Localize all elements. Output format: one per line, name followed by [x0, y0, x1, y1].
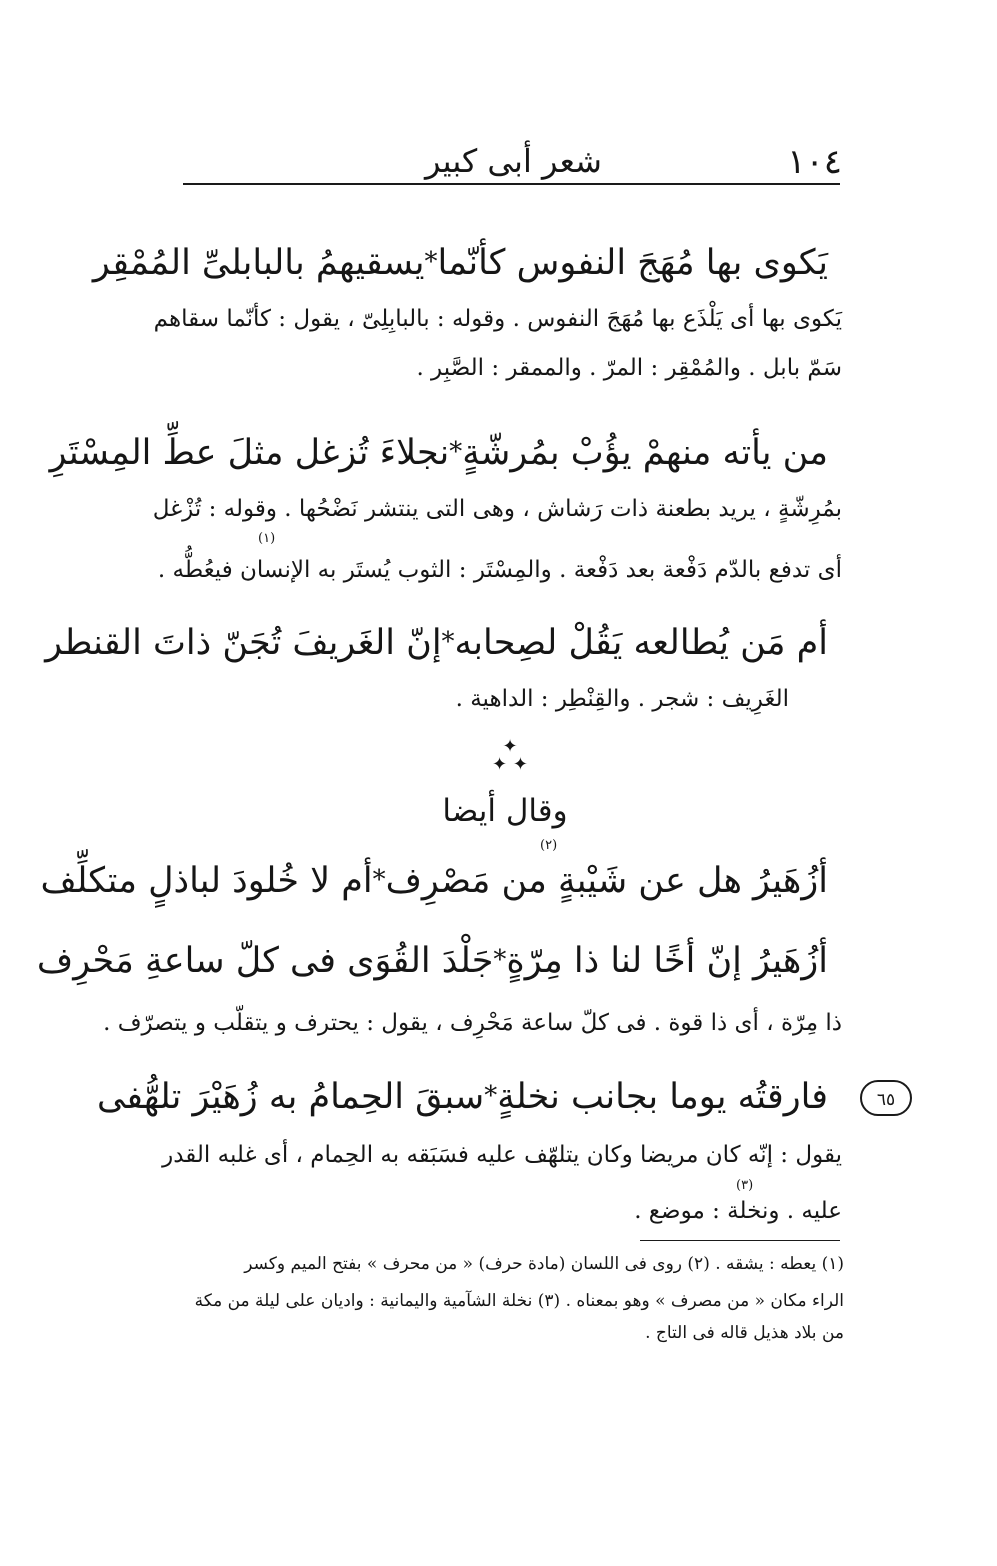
commentary-line: ذا مِرّة ، أى ذا قوة . فى كلّ ساعة مَحْرِف ، يقول : يحترف و يتقلّب و يتصرّف .: [103, 1010, 842, 1036]
verse-first-hemistich: أزُهَيرُ هل عن شَيْبةٍ من مَصْرِف: [385, 861, 828, 901]
verse-separator: *: [484, 1081, 498, 1112]
footnote-marker: (١): [258, 531, 276, 546]
verse-first-hemistich: فارقتُه يوما بجانب نخلةٍ: [497, 1077, 828, 1117]
verse-line: [45, 614, 828, 672]
verse-line: [97, 1068, 828, 1126]
verse-separator: *: [372, 865, 386, 896]
verse-first-hemistich: أم مَن يُطالعه يَقُلْ لصِحابه: [454, 623, 828, 663]
verse-line: [40, 852, 828, 910]
verse-line: [49, 424, 828, 482]
commentary-line: الغَرِيف : شجر . والقِنْطِر : الداهية .: [455, 686, 789, 712]
footnote-marker: (٣): [736, 1178, 754, 1193]
verse-separator: *: [424, 247, 438, 278]
section-ornament: [488, 738, 532, 780]
verse-first-hemistich: من يأته منهمْ يؤُبْ بمُرشّةٍ: [462, 433, 828, 473]
footnote-rule: [640, 1240, 840, 1241]
verse-second-hemistich: نجلاءَ تُزغل مثلَ عطِّ المِسْتَرِ: [49, 433, 450, 473]
verse-separator: *: [441, 627, 455, 658]
verse-separator: *: [493, 945, 507, 976]
commentary-line: يَكوى بها أى يَلْذَع بها مُهَجَ النفوس . وقوله : بالبابِلِىّ ، يقول : كأنّما سقاهم: [153, 306, 842, 332]
footnote-marker: (٢): [540, 838, 558, 853]
verse-second-hemistich: يسقيهمُ بالبابلىِّ المُمْقِر: [92, 243, 425, 283]
verse-line: [92, 234, 828, 292]
commentary-line: عليه . ونخلة : موضع .: [634, 1198, 842, 1224]
commentary-line: يقول : إنّه كان مريضا وكان يتلهّف عليه فسَبَقه به الحِمام ، أى غلبه القدر: [162, 1142, 842, 1168]
verse-first-hemistich: أزُهَيرُ إنّ أخًا لنا ذا مِرّةٍ: [506, 941, 828, 981]
commentary-line: بمُرِشّةٍ ، يريد بطعنة ذات رَشاش ، وهى التى ينتشر نَضْحُها . وقوله : تُزْغل: [152, 496, 842, 522]
verse-separator: *: [449, 437, 463, 468]
margin-page-mark: ٦٥: [860, 1080, 912, 1116]
footnote-line: (١) يعطه : يشقه . (٢) روى فى اللسان (مادة حرف) « من محرف » بفتح الميم وكسر: [244, 1254, 844, 1274]
commentary-line: أى تدفع بالدّم دَفْعة بعد دَفْعة . والمِسْتَر : الثوب يُستَر به الإنسان فيعُطُّه .: [157, 557, 842, 583]
page-number: ١٠٤: [787, 142, 842, 182]
header-rule: [183, 183, 840, 185]
ornament-top: ✦: [502, 736, 518, 757]
running-title: شعر أبى كبير: [425, 142, 602, 180]
commentary-line: سَمّ بابل . والمُمْقِر : المرّ . والممقر : الصَّبِر .: [416, 355, 842, 381]
verse-second-hemistich: سبقَ الحِمامُ به زُهَيْرَ تلهُّفى: [97, 1077, 485, 1117]
verse-first-hemistich: يَكوى بها مُهَجَ النفوس كأنّما: [437, 243, 828, 283]
section-title: وقال أيضا: [442, 793, 568, 829]
footnote-line: الراء مكان « من مصرف » وهو بمعناه . (٣) نخلة الشآمية واليمانية : واديان على ليلة من مكة: [194, 1291, 844, 1311]
verse-line: [36, 932, 828, 990]
verse-second-hemistich: إنّ الغَريفَ تُجَنّ ذاتَ القنطر: [45, 623, 442, 663]
verse-second-hemistich: جَلْدَ القُوَى فى كلّ ساعةِ مَحْرِف: [36, 941, 494, 981]
ornament-bottom: ✦ ✦: [492, 754, 528, 775]
verse-second-hemistich: أم لا خُلودَ لباذلٍ متكلِّف: [40, 861, 373, 901]
footnote-line: من بلاد هذيل قاله فى التاج .: [645, 1323, 844, 1343]
